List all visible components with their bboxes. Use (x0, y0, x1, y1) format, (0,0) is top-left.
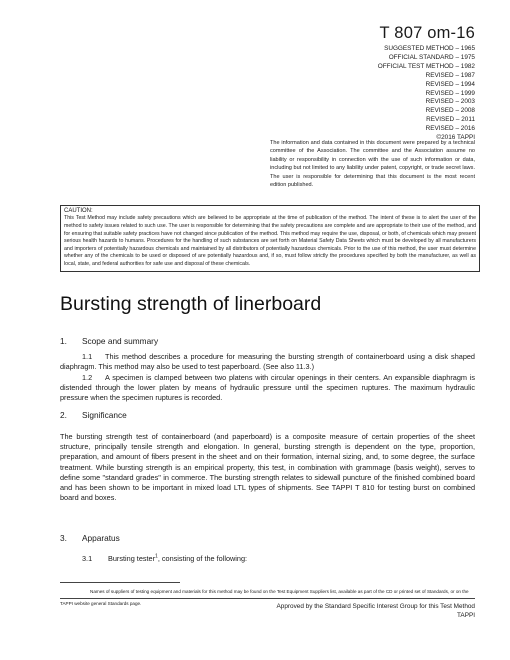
paragraph-number: 3.1 (82, 554, 93, 563)
section-number: 2. (60, 410, 67, 420)
approval-note: Approved by the Standard Specific Interest Group for this Test Method (276, 603, 475, 610)
history-line: REVISED – 1999 (425, 89, 475, 97)
page-title: Bursting strength of linerboard (60, 293, 322, 315)
history-line: REVISED – 2016 (425, 125, 475, 133)
section-heading-scope (60, 336, 158, 346)
history-line: REVISED – 2008 (425, 107, 475, 115)
paragraph-3-1 (82, 554, 247, 563)
section-number: 3. (60, 533, 67, 543)
section-heading-significance (60, 410, 127, 420)
paragraph-tail: , consisting of the following: (157, 554, 248, 563)
section-heading-apparatus (60, 533, 120, 543)
copyright-line: ©2016 TAPPI (436, 134, 475, 142)
history-line: OFFICIAL STANDARD – 1975 (388, 53, 475, 61)
footer-org: TAPPI (457, 612, 475, 619)
paragraph-2: The bursting strength test of containerboard (and paperboard) is a composite measure of certain properties of the sheet structure, principally tensile strength and elongation. In general, bursting strength is dependent on the type, proportion, preparation, and amount of fibers present in the sheet and on their formation, internal sizing, and, to some degree, the surface treatment. While bursting strength is an empirical property, this test, in combination with grammage (basis weight), serves to define some "standard grades" in commerce. The bursting strength relates to sidewall puncture of the finished combined board and has been shown to be important in mixed load LTL types of shipments. See TAPPI T 810 for testing burst on combined board and boxes. (60, 432, 475, 503)
paragraph-1-2 (60, 373, 475, 404)
caution-box (60, 205, 480, 272)
paragraph-text: A specimen is clamped between two platens with circular openings in their centers. An expansible diaphragm is distended through the lower platen by means of hydraulic pressure until the specimen ruptures. The maximum hydraulic pressure when the specimen ruptures is recorded. (60, 373, 475, 403)
paragraph-number: 1.2 (82, 373, 93, 382)
history-line: REVISED – 1987 (425, 71, 475, 79)
footnote-text: Names of suppliers of testing equipment and materials for this method may be found on the Test Equipment Suppliers list, available as part of the CD or printed set of Standards, or on the TAPPI website general Standards page. (60, 589, 469, 606)
footer (277, 602, 475, 620)
doc-number: T 807 om-16 (379, 24, 475, 42)
paragraph-1-1 (60, 352, 475, 372)
section-title: Scope and summary (82, 336, 159, 346)
history-line: OFFICIAL TEST METHOD – 1982 (377, 62, 475, 70)
history-line: REVISED – 2003 (425, 98, 475, 106)
paragraph-text: This method describes a procedure for measuring the bursting strength of containerboard using a disk shaped diaphragm. This method may also be used to test paperboard. (See also 11.3.) (60, 352, 475, 372)
footnote-divider (60, 582, 180, 583)
paragraph-number: 1.1 (82, 352, 93, 361)
paragraph-text: Bursting tester (108, 554, 156, 563)
section-number: 1. (60, 336, 67, 346)
section-title: Significance (82, 410, 127, 420)
history-line: REVISED – 1994 (425, 80, 475, 88)
section-title: Apparatus (82, 533, 120, 543)
caution-text: This Test Method may include safety precautions which are believed to be appropriate at the time of publication of the method. The intent of these is to alert the user of the method to safety issues related to such use. The user is responsible for determining that the safety precautions are complete and are appropriate to their use of the method, and for ensuring that suitable safety practices have not changed since publication of the method. This method may require the use, disposal, or both, of chemicals which may present serious health hazards to humans. Procedures for the handling of such substances are set forth on Material Safety Data Sheets which must be developed by all manufacturers and importers of potentially hazardous chemicals and maintained by all distributors of potentially hazardous chemicals. Prior to the use of this method, the user must determine whether any of the chemicals to be used or disposed of are potentially hazardous and, if so, must follow strictly the procedures specified by both the manufacturer, as well as local, state, and federal authorities for safe use and disposal of these chemicals. (64, 215, 476, 267)
disclaimer-text: The information and data contained in this document were prepared by a technical committee of the Association. The committee and the Association assume no liability or responsibility in connection with the use of such information or data, including but not limited to any liability under patent, copyright, or trade secret laws. The user is responsible for determining that this document is the most recent edition published. (270, 140, 475, 189)
footnote-reference[interactable]: 1 (155, 553, 158, 560)
caution-title: CAUTION: (64, 208, 93, 214)
history-line: SUGGESTED METHOD – 1965 (384, 45, 475, 52)
history-line: REVISED – 2011 (426, 116, 475, 124)
footer-divider (60, 598, 475, 599)
revision-history (378, 45, 475, 143)
